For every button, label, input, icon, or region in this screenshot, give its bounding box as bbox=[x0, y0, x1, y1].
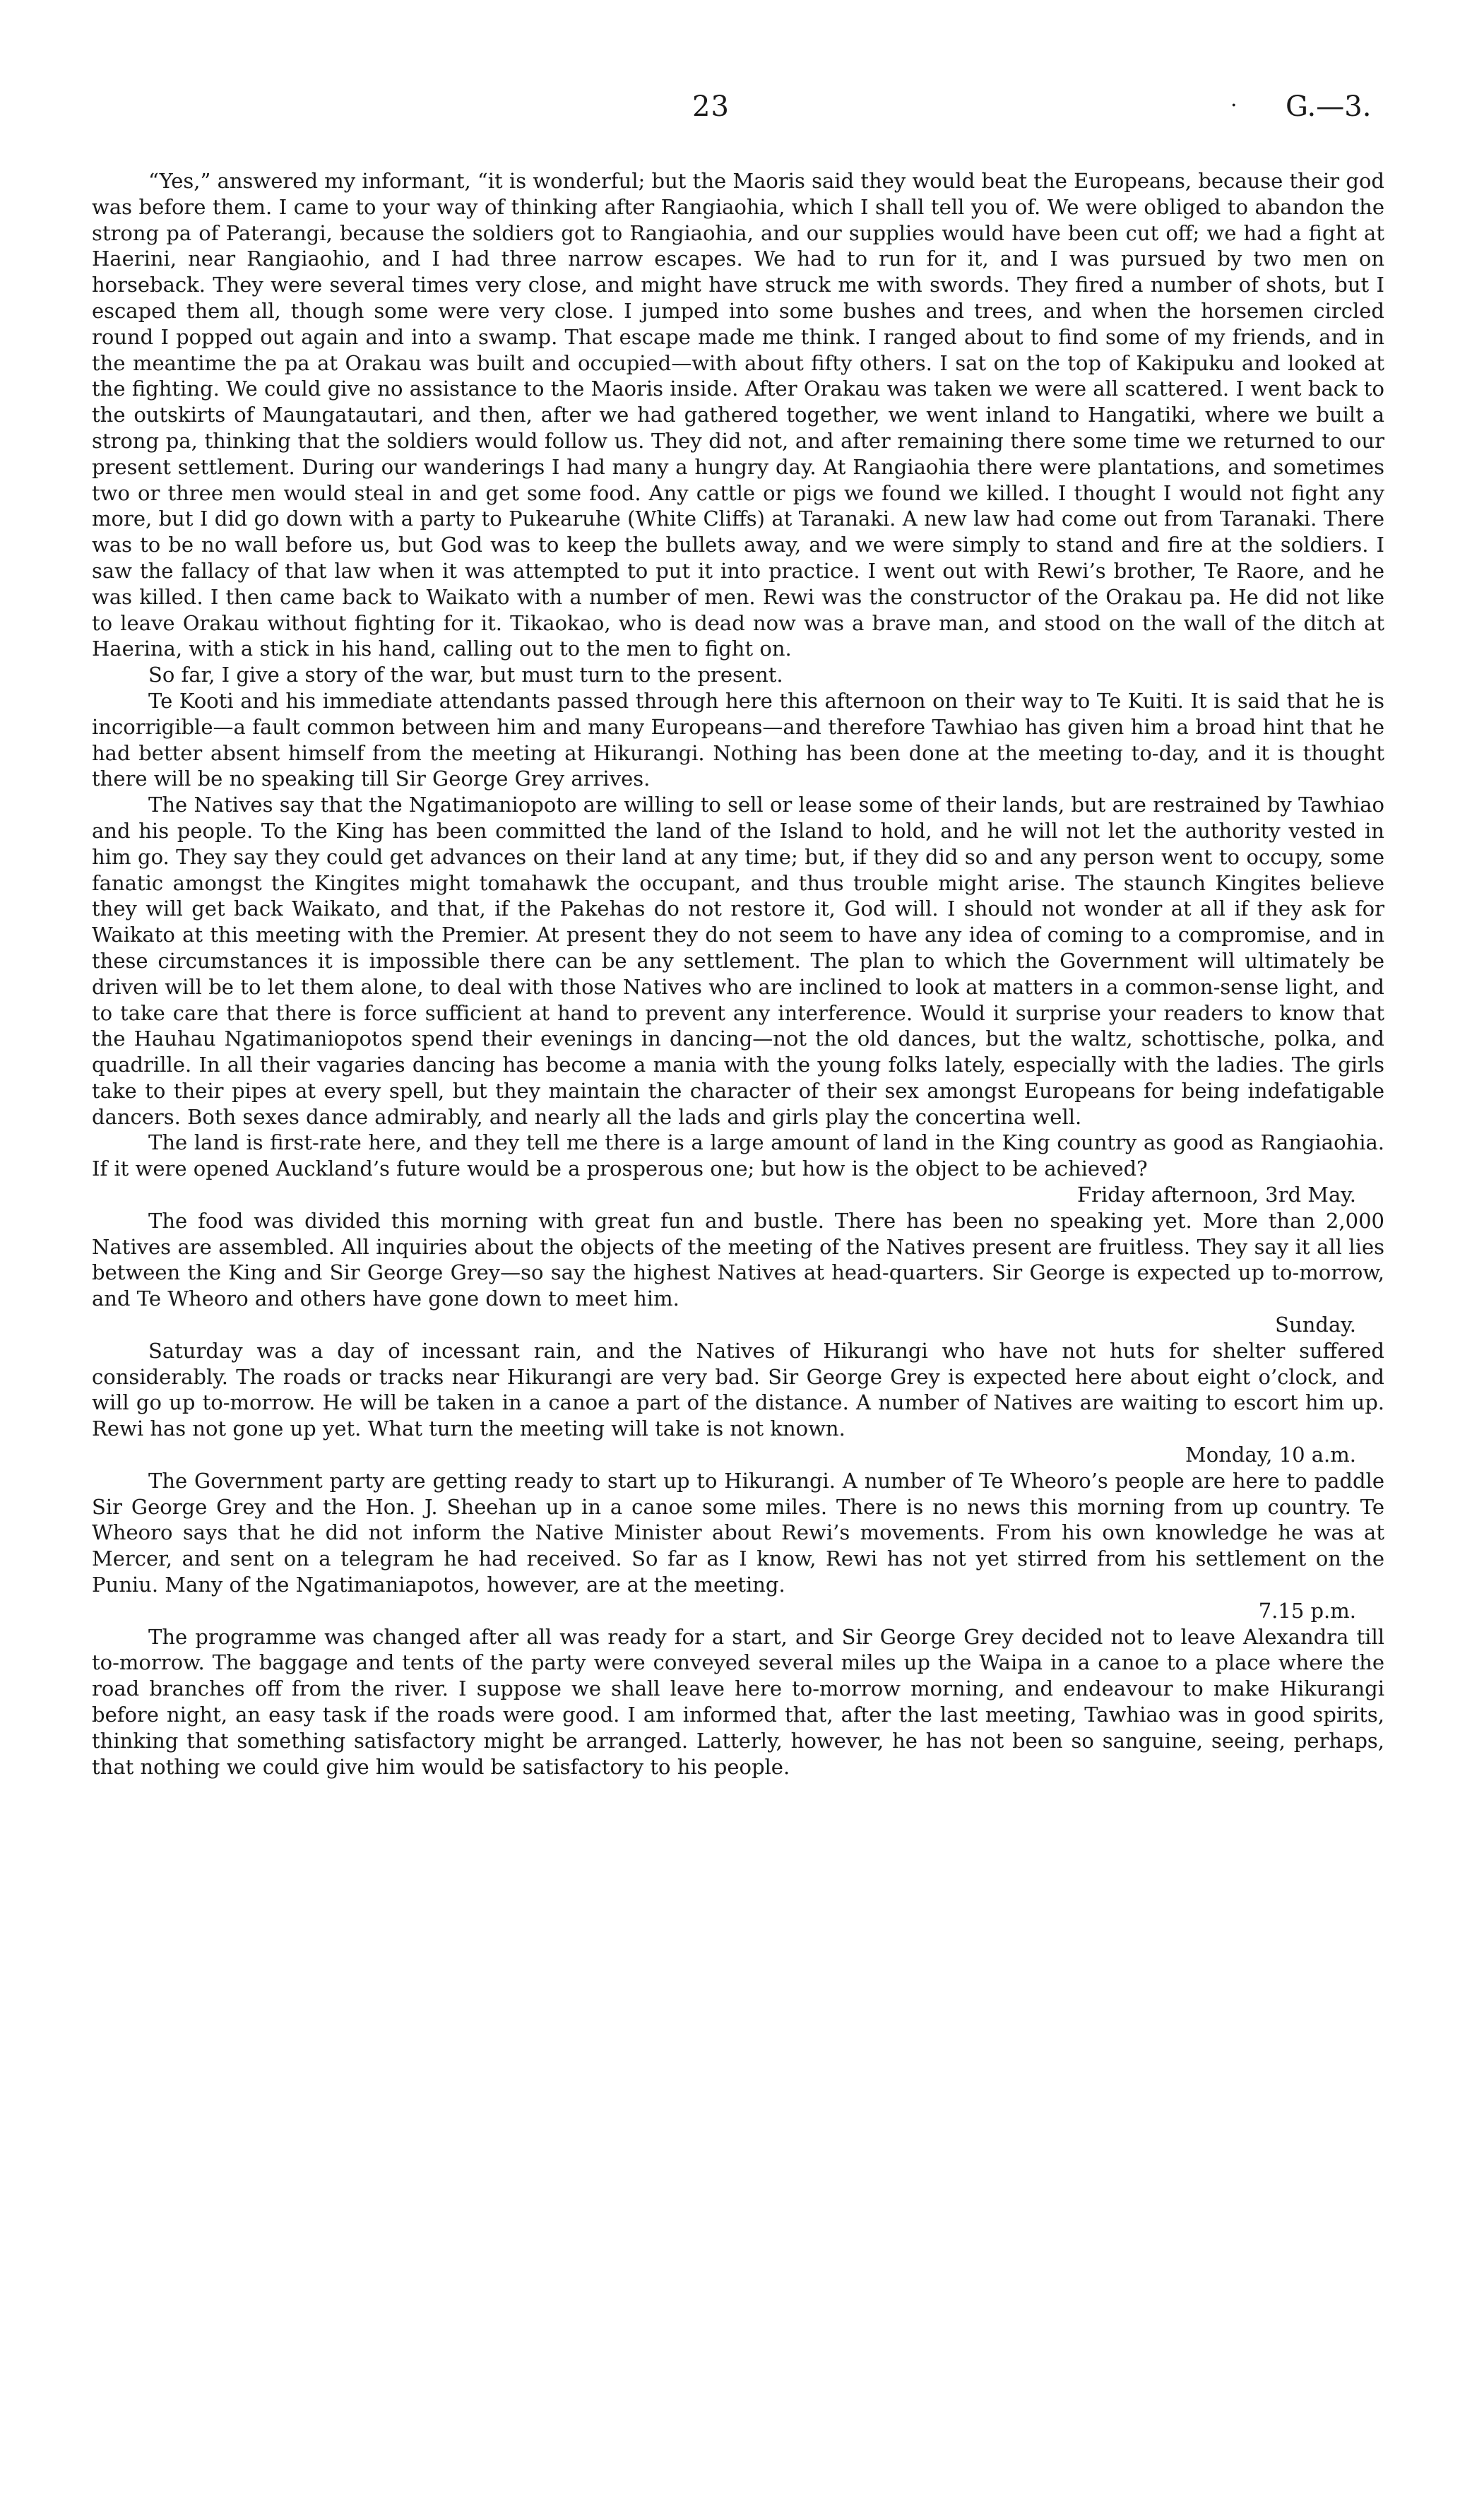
body-text bbox=[92, 168, 1384, 1780]
paragraph-natives-lands: The Natives say that the Ngatimaniopoto are willing to sell or lease some of their lands, but are restrained by Tawhiao and his people. To the King has been committed the land of the Island to hold, and he will not let the authority vested in him go. They say they could get advances on their land at any time; but, if they did so and any person went to occupy, some fanatic amongst the Kingites might tomahawk the occupant, and thus trouble might arise. The staunch Kingites believe they will get back Waikato, and that, if the Pakehas do not restore it, God will. I should not wonder at all if they ask for Waikato at this meeting with the Premier. At present they do not seem to have any idea of coming to a compromise, and in these circumstances it is impossible there can be any settlement. The plan to which the Government will ultimately be driven will be to let them alone, to deal with those Natives who are inclined to look at matters in a common-sense light, and to take care that there is force sufficient at hand to prevent any interference. Would it surprise your readers to know that the Hauhau Ngatimaniopotos spend their evenings in dancing—not the old dances, but the waltz, schottische, polka, and quadrille. In all their vagaries dancing has become a mania with the young folks lately, especially with the ladies. The girls take to their pipes at every spell, but they maintain the character of their sex amongst Europeans for being indefatigable dancers. Both sexes dance admirably, and nearly all the lads and girls play the concertina well. bbox=[92, 793, 1384, 1129]
document-reference: G.—3. bbox=[1286, 90, 1372, 123]
paragraph-monday: The Government party are getting ready to start up to Hikurangi. A number of Te Wheoro’s people are here to paddle Sir George Grey and the Hon. J. Sheehan up in a canoe some miles. There is no news this morning from up country. Te Wheoro says that he did not inform the Native Minister about Rewi’s movements. From his own knowledge he was at Mercer, and sent on a telegram he had received. So far as I know, Rewi has not yet stirred from his settlement on the Puniu. Many of the Ngatimaniapotos, however, are at the meeting. bbox=[92, 1468, 1384, 1597]
header-dot: · bbox=[1230, 93, 1238, 118]
paragraph-land-first-rate: The land is first-rate here, and they tell me there is a large amount of land in the King country as good as Rangiaohia. If it were opened Auckland’s future would be a prosperous one; but how is the object to be achieved? bbox=[92, 1130, 1384, 1181]
dateline-monday: Monday, 10 a.m. bbox=[1185, 1443, 1356, 1467]
paragraph-evening: The programme was changed after all was ready for a start, and Sir George Grey decided not to leave Alexandra till to-morrow. The baggage and tents of the party were conveyed several miles up the Waipa in a canoe to a place where the road branches off from the river. I suppose we shall leave here to-morrow morning, and endeavour to make Hikurangi before night, an easy task if the roads were good. I am informed that, after the last meeting, Tawhiao was in good spirits, thinking that something satisfactory might be arranged. Latterly, however, he has not been so sanguine, seeing, perhaps, that nothing we could give him would be satisfactory to his people. bbox=[92, 1624, 1384, 1779]
paragraph-te-kooti: Te Kooti and his immediate attendants passed through here this afternoon on their way to Te Kuiti. It is said that he is incorrigible—a fault common between him and many Europeans—and therefore Tawhiao has given him a broad hint that he had better absent himself from the meeting at Hikurangi. Nothing has been done at the meeting to-day, and it is thought there will be no speaking till Sir George Grey arrives. bbox=[92, 688, 1384, 791]
paragraph-turn-to-present: So far, I give a story of the war, but must turn to the present. bbox=[148, 663, 783, 687]
paragraph-sunday: Saturday was a day of incessant rain, and the Natives of Hikurangi who have not huts for shelter suffered considerably. The roads or tracks near Hikurangi are very bad. Sir George Grey is expected here about eight o’clock, and will go up to-morrow. He will be taken in a canoe a part of the distance. A number of Natives are waiting to escort him up. Rewi has not gone up yet. What turn the meeting will take is not known. bbox=[92, 1338, 1384, 1441]
dateline-friday: Friday afternoon, 3rd May. bbox=[1077, 1183, 1356, 1207]
page-header bbox=[0, 90, 1460, 133]
page-number: 23 bbox=[692, 90, 730, 123]
paragraph-friday: The food was divided this morning with great fun and bustle. There has been no speaking yet. More than 2,000 Natives are assembled. All inquiries about the objects of the meeting of the Natives present are fruitless. They say it all lies between the King and Sir George Grey—so say the highest Natives at head-quarters. Sir George is expected up to-morrow, and Te Wheoro and others have gone down to meet him. bbox=[92, 1208, 1384, 1311]
dateline-evening: 7.15 p.m. bbox=[1258, 1598, 1356, 1623]
paragraph-informant-story: “Yes,” answered my informant, “it is wonderful; but the Maoris said they would beat the Europeans, because their god was before them. I came to your way of thinking after Rangiaohia, which I shall tell you of. We were obliged to abandon the strong pa of Paterangi, because the soldiers got to Rangiaohia, and our supplies would have been cut off; we had a fight at Haerini, near Rangiaohio, and I had three narrow escapes. We had to run for it, and I was pursued by two men on horseback. They were several times very close, and might have struck me with swords. They fired a number of shots, but I escaped them all, though some were very close. I jumped into some bushes and trees, and when the horsemen circled round I popped out again and into a swamp. That escape made me think. I ranged about to find some of my friends, and in the meantime the pa at Orakau was built and occupied—with about fifty others. I sat on the top of Kakipuku and looked at the fighting. We could give no assistance to the Maoris inside. After Orakau was taken we were all scattered. I went back to the outskirts of Maungatautari, and then, after we had gathered together, we went inland to Hangatiki, where we built a strong pa, thinking that the soldiers would follow us. They did not, and after remaining there some time we returned to our present settlement. During our wanderings I had many a hungry day. At Rangiaohia there were plantations, and sometimes two or three men would steal in and get some food. Any cattle or pigs we found we killed. I thought I would not fight any more, but I did go down with a party to Pukearuhe (White Cliffs) at Taranaki. A new law had come out from Taranaki. There was to be no wall before us, but God was to keep the bullets away, and we were simply to stand and fire at the soldiers. I saw the fallacy of that law when it was attempted to put it into practice. I went out with Rewi’s brother, Te Raore, and he was killed. I then came back to Waikato with a number of men. Rewi was the constructor of the Orakau pa. He did not like to leave Orakau without fighting for it. Tikaokao, who is dead now was a brave man, and stood on the wall of the ditch at Haerina, with a stick in his hand, calling out to the men to fight on. bbox=[92, 169, 1384, 661]
dateline-sunday: Sunday. bbox=[1275, 1313, 1356, 1337]
